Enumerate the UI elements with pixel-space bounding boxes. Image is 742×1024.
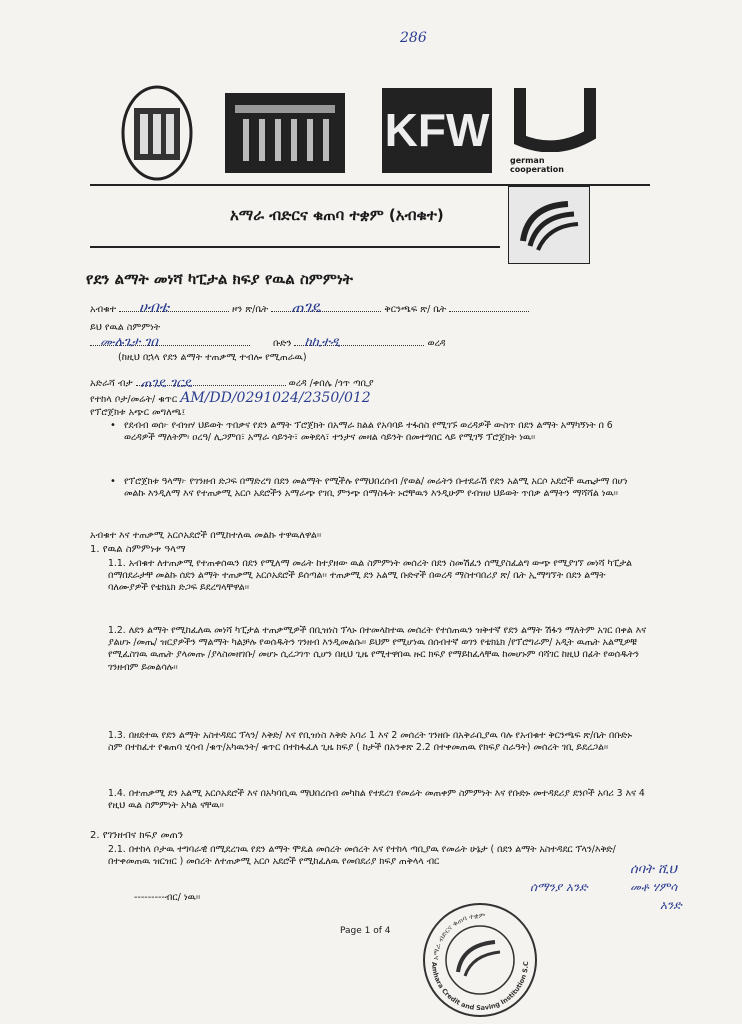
address-line (90, 378, 374, 390)
group-field (294, 335, 424, 350)
form-line-1 (90, 298, 529, 316)
bullet-text-2: የፕሮጀክቱ ዓላማ፦ የገንዘብ ድጋፍ በማድረግ በደን መልማት የሚችሉ የማህበረሰብ /የወል/ መሬትን ቡተደራሽ የደን አልሚ አርሶ አደሮች ዉጤታማ በሆነ መልኩ እንዲለማ እና የተጠቃሚ አርሶ አደሮችን አማራጭ የገቢ ምንጭ በማስፋት ኑሮቸዉን እንዲሁም የብዝሀ ህይወት ጥበቃ ልማትን ማሻሻል ነዉ፡፡ (124, 476, 628, 500)
woreda-label: ወረዳ (427, 338, 446, 349)
district-office-label: ቅርንጫፍ ጽ/ ቤት (384, 304, 447, 315)
german-cooperation-logo (510, 80, 600, 175)
bullet-marker-2: • (110, 476, 116, 487)
section-1-item-1: 1.1. አብቁተ ለተጠቃሚ የተጠቀሰዉን በደን የሚለማ መሬት ከተያዘው ዉል ስምምነት መሰረት በደን ስመሽፈን ሰሚያስፈልግ ውጭ የሚያገኘ መነሻ ካፒታል በማበደራታቸ መልኩ ሰደን ልማት ተጠቃሚ አርሶአደሮች ይሰጣል፡፡ ተጠቃሚ ደን አልሚ ቡድኖች በወረዳ ማስተባበሪያ ጽ/ ቤት ኢማግኘት በደን ልማት ባለሙያዎች የቴክኒክ ድጋፍ ይደረግላቸዋል፡፡ (108, 558, 632, 594)
official-stamp-icon (420, 900, 540, 1020)
acsi-logo (508, 186, 590, 264)
zone-field (271, 298, 381, 316)
handwritten-amount-1: ሰባት ሺህ (630, 862, 677, 877)
branch-label: አብቁተ (90, 304, 116, 315)
german-cooperation-text: german cooperation (510, 156, 564, 174)
bullet-text-1: የደብብ ወሰ፦ የብዝሃ ህይወት ጥበቃና የደን ልማት ፕሮጀክት በአማራ ክልል የአባባይ ተፋሰስ የሚገኙ ወረዳዎች ውስጥ በደን ልማት አማካኝነት በ 6 ወረዳዎች ማለትም፡ ዐረዓ/ ሊጋምበ፣ አማራ ሳይንት፣ መቅደላ፣ ተንታና መዛል ሳይንት በመተግበር ላይ የሚገኝ ፕሮጀክት ነዉ፡፡ (124, 420, 613, 444)
address-label: አድራሻ ብታ (90, 378, 133, 389)
branch-value: ሀብቴ (139, 298, 169, 316)
stamp-top-text: አማራ ብድርና ቁጠባ ተቋም (431, 911, 486, 961)
form-line-4: (ከዚህ በኋላ የደን ልማት ተጠቃሚ ተብሎ የሚጠራዉ) (118, 352, 307, 363)
zone-value: ጠገዴ (291, 298, 321, 316)
section-2-item-2: ---------ብር/ ነዉ፡፡ (134, 892, 201, 903)
beneficiary-field (90, 335, 250, 350)
document-title: የደን ልማት መነሻ ካፒታል ክፍያ የዉል ስምምነት (86, 270, 353, 288)
plot-id-label: የተከላ ቦታ/መሬት/ ቁጥር (90, 394, 178, 405)
svg-text:አማራ ብድርና ቁጠባ ተቋም (432, 912, 486, 960)
organization-name: አማራ ብድርና ቁጠባ ተቋም (አብቁተ) (230, 206, 444, 224)
address-rest: ወረዳ /ቀበሌ /ጎጥ ጣቢያ (288, 378, 374, 389)
beneficiary-value: ሙሉጌታ ገበ (100, 335, 158, 350)
german-cooperation-mark-icon (510, 80, 600, 152)
government-logo (225, 93, 345, 173)
plot-id-line (90, 392, 371, 406)
section-2-heading: 2. የገንዘብና ክፍያ መጠን (90, 830, 184, 841)
address-field (136, 376, 286, 391)
section-2-item-1: 2.1. በተከላ ቦታዉ ተግባራዊ በሚደረገዉ የደን ልማት ሞዴል መሰረት መሰረት እና የተከላ ጣቢያዉ የመሬት ሁኔታ ( በደን ልማት አስተዳደር ፕላን/እቅድ/ በተቀመጠዉ ዝርዝር ) መሰረት ለተጠቃሚ አርሶ አደሮች የሚከፈለዉ የመበደሪያ ክፍያ ጠቅላላ ብር (108, 844, 616, 868)
page-footer: Page 1 of 4 (340, 926, 391, 936)
handwritten-amount-3: መቶ ሃምሳ (630, 880, 678, 894)
section-1-item-4: 1.4. በተጠቃሚ ደን አልሚ አርሶአደሮች እና በአካባቢዉ ማህበረሰብ መካከል የተደረገ የመሬት መጠቀም ስምምነት እና የቡድኑ መተዳደሪያ ደንቦች አባሪ 3 እና 4 የዚህ ዉል ስምምነት አካል ናቸዉ፡፡ (108, 788, 645, 812)
form-line-2: ይህ የዉል ስምምነት (90, 322, 161, 333)
agreement-line: አብቁተ እና ተጠቃሚ አርሶአደሮች በሚከተለዉ መልኩ ተዋዉለዋል፡፡ (90, 530, 322, 541)
objectives-heading: የፕሮጀክቱ አጭር መግለጫ፤ (90, 407, 186, 418)
section-1-item-2: 1.2. ለደን ልማት የሚከፈለዉ መነሻ ካፒታል ተጠቃሚዎች በቢዝነስ ፕላኑ በተመላከተዉ መሰረት የተሰጠዉን ዝቅተኛ የደን ልማት ሽፋን ማለትም አገር በቀል እና ያልሆኑ /መጤ/ ዝርያዎችን ማልማት ካልቻሉ የወሰዱትን ገንዘብ እንዲመልሱ፡፡ ይህም የሚሆነዉ በሰብተኛ ወገን የቴክኒክ /የፕሮግራም/ አዲት ዉጤት አልሚዎቹ የሚፈስገዉ ዉጤት ያላመጡ /ያላስመዘገቡ/ መሆኑ ሲረጋገጥ ሲሆን በዚህ ጊዜ የሚተዋበዉ ዙር ክፍያ የማይከፈላቸዉ ከመሆኑም ባሻገር ከዚህ በፊት የወሰዱትን ገንዘብም ይመልሳሉ፡፡ (108, 625, 647, 673)
stamp-bottom-text: Amhara Credit and Saving Institution S.C (429, 961, 531, 1013)
header-rule-bottom (90, 246, 500, 248)
kfw-logo: KFW (382, 88, 492, 173)
group-label: ቡድን (273, 338, 292, 349)
zone-label: ዞን ጽ/ቤት (232, 304, 269, 315)
logo-row (120, 78, 640, 188)
bullet-marker-1: • (110, 420, 116, 431)
form-line-3 (90, 335, 446, 350)
emblem-logo (120, 83, 195, 183)
handwritten-amount-2: ሰማንያ አንድ (530, 880, 588, 894)
address-value: ጠገዴ ገርዴ (140, 376, 192, 391)
branch-field (119, 298, 229, 316)
plot-id-value: AM/DD/0291024/2350/012 (180, 390, 371, 406)
handwritten-amount-4: አንድ (660, 898, 682, 912)
group-value: ከኪተዲ (304, 335, 341, 350)
section-1-item-3: 1.3. በዘደተዉ የደን ልማት አስተዳደር ፕላን/ እቅድ/ እና የቢዝነስ እቅድ አባሪ 1 እና 2 መሰረት ገንዘቡ በአቅራቢያዉ ባሉ የአብቁተ ቅርንጫፍ ጽ/ቤት በቡድኑ ስም በተከፈተ የቁጠባ ሂሳብ /ቁጥ/አካዉንት/ ቁጥር በተከፋፈለ ጊዜ ክፍያ ( ከታች በአንቀጽ 2.2 በተቀመጠዉ የክፍያ ስራዓት) መሰረት ገቢ ይደረጋል፡፡ (108, 730, 632, 754)
district-office-field (449, 311, 529, 312)
page-mark: 286 (400, 30, 427, 46)
section-1-heading: 1. የዉል ስምምነቱ ዓላማ (90, 544, 186, 555)
